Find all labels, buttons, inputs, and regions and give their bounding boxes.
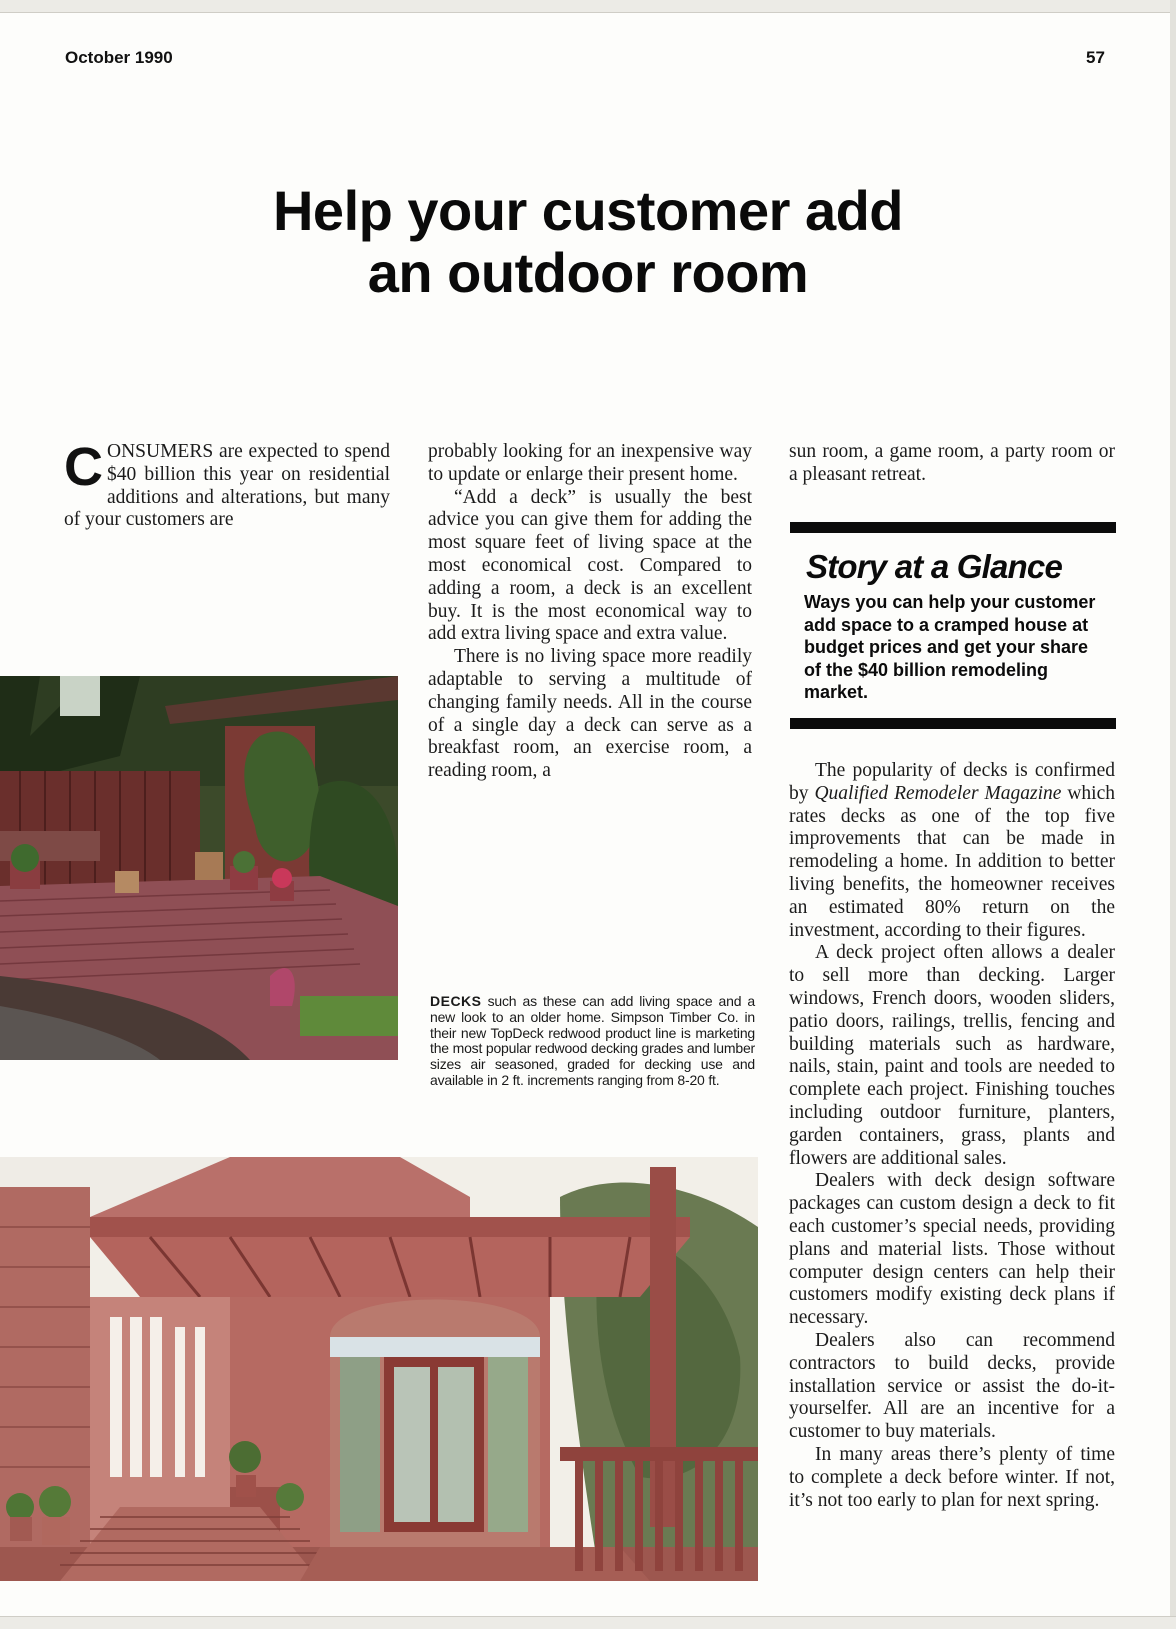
page-bottom-edge	[0, 1616, 1176, 1629]
magazine-title: Qualified Remodeler Magazine	[814, 782, 1062, 804]
drop-cap: C	[64, 437, 103, 497]
photo-caption	[430, 994, 755, 1089]
page-top-edge	[0, 0, 1176, 13]
column-3-paragraph-4: Dealers also can recommend contractors to build decks, provide installation service or assist the do-it-yourselfer. All are an incentive for a customer to buy materials.	[789, 1329, 1115, 1443]
column-3-paragraph-5: In many areas there’s plenty of time to complete a deck before winter. If not, it’s not too early to plan for next spring.	[789, 1443, 1115, 1511]
column-3-paragraph-0: sun room, a game room, a party room or a pleasant retreat.	[789, 441, 1115, 485]
column-2	[428, 441, 752, 783]
page-number: 57	[1086, 48, 1105, 67]
headline-line-2: an outdoor room	[367, 241, 809, 304]
caption-lead: DECKS	[430, 993, 482, 1009]
column-1-text: ONSUMERS are expected to spend $40 billion this year on residential additions and alterations, but many of your customers are	[64, 441, 390, 531]
issue-date: October 1990	[65, 48, 173, 67]
article-headline	[0, 180, 1176, 304]
column-3-paragraph-3: Dealers with deck design software packages can custom design a deck to fit each customer’s special needs, providing plans and material lists. Those without computer design centers can help their customers modify existing deck plans if necessary.	[789, 1170, 1115, 1329]
sidebar-body: Ways you can help your customer add space to a cramped house at budget prices and get your share of the $40 billion remodeling market.	[804, 592, 1096, 702]
column-3	[789, 760, 1115, 1512]
column-2-paragraph-3: There is no living space more readily adaptable to serving a multitude of changing family needs. All in the course of a single day a deck can serve as a breakfast room, an exercise room, a reading room, a	[428, 646, 752, 782]
column-3-paragraph-1-start: The popularity of decks is confirmed by	[789, 760, 1115, 804]
column-3-paragraph-1	[789, 760, 1115, 942]
deck-photo-pergola	[0, 1157, 758, 1581]
column-2-paragraph-2: “Add a deck” is usually the best advice you can give them for adding the most square feet of living space at the most economical cost. Compared to adding a room, a deck is an excellent buy. It is the most economical way to add extra living space and extra value.	[428, 486, 752, 645]
column-3-paragraph-1-end: which rates decks as one of the top five improvements that can be made in remodeling a home. In addition to better living benefits, the homeowner receives an estimated 80% return on the investment, according to their figures.	[789, 782, 1115, 941]
sidebar-title: Story at a Glance	[806, 548, 1063, 585]
sidebar-bottom-rule	[790, 718, 1116, 729]
column-1	[64, 437, 390, 532]
caption-text: such as these can add living space and a new look to an older home. Simpson Timber Co. in their new TopDeck redwood product line is marketing the most popular redwood decking grades and lumber sizes air seasoned, graded for decking use and available in 2 ft. increments ranging from 8-20 ft.	[430, 993, 755, 1088]
column-3-paragraph-2: A deck project often allows a dealer to sell more than decking. Larger windows, French doors, wooden sliders, patio doors, railings, trellis, fencing and building materials such as hardware, nails, stain, paint and tools are needed to complete each project. Finishing touches including outdoor furniture, planters, garden containers, grass, plants and flowers are additional sales.	[789, 942, 1115, 1169]
headline-line-1: Help your customer add	[272, 179, 904, 242]
sidebar-top-rule	[790, 522, 1116, 533]
column-3-top	[789, 441, 1115, 487]
deck-photo-backyard	[0, 676, 398, 1060]
column-2-paragraph-1: probably looking for an inexpensive way to update or enlarge their present home.	[428, 441, 752, 485]
story-at-a-glance-box	[790, 522, 1116, 729]
